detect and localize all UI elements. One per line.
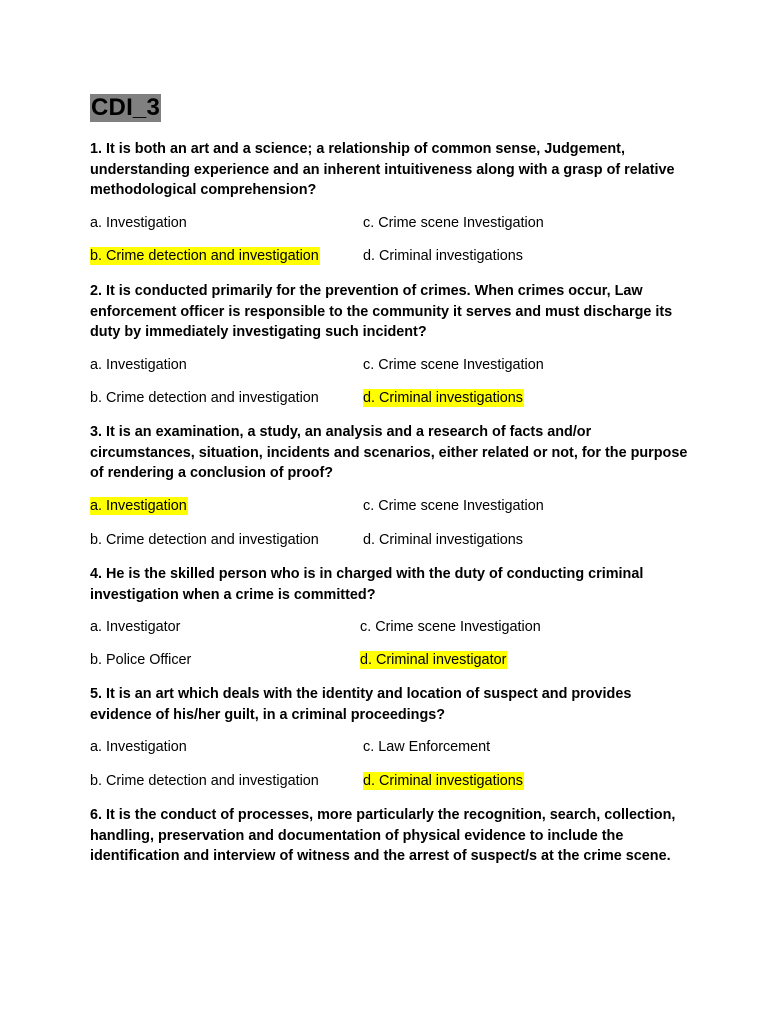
question-5-option-d-answer: d. Criminal investigations	[363, 773, 523, 789]
question-4-option-a: a. Investigator	[90, 619, 181, 635]
question-5-option-c: c. Law Enforcement	[363, 739, 491, 755]
question-1-option-b-answer: b. Crime detection and investigation	[90, 248, 319, 264]
question-3-option-c: c. Crime scene Investigation	[363, 498, 544, 514]
question-2-option-a: a. Investigation	[90, 357, 187, 373]
question-4-text: 4. He is the skilled person who is in charged with the duty of conducting criminal investigation when a crime is committed?	[90, 566, 644, 603]
question-1-option-d: d. Criminal investigations	[363, 248, 523, 264]
question-3-option-d: d. Criminal investigations	[363, 532, 523, 548]
question-6-text: 6. It is the conduct of processes, more particularly the recognition, search, collection, handling, preservation and documentation of physical evidence to include the identification and interview of witness and the arrest of suspect/s at the crime scene.	[90, 807, 676, 865]
question-4-option-d-answer: d. Criminal investigator	[360, 652, 507, 668]
question-2-option-c: c. Crime scene Investigation	[363, 357, 544, 373]
question-3-option-b: b. Crime detection and investigation	[90, 532, 319, 548]
question-2-option-d-answer: d. Criminal investigations	[363, 390, 523, 406]
question-4-option-c: c. Crime scene Investigation	[360, 619, 541, 635]
question-1-option-a: a. Investigation	[90, 215, 187, 231]
question-3-text: 3. It is an examination, a study, an analysis and a research of facts and/or circumstances, situation, incidents and scenarios, either related or not, for the purpose of rendering a conclusion of proof?	[90, 424, 688, 482]
question-5-option-a: a. Investigation	[90, 739, 187, 755]
question-2-text: 2. It is conducted primarily for the prevention of crimes. When crimes occur, Law enforcement officer is responsible to the community it serves and must discharge its duty by immediately investigating such incident?	[90, 283, 673, 341]
question-1-option-c: c. Crime scene Investigation	[363, 215, 544, 231]
question-5-text: 5. It is an art which deals with the identity and location of suspect and provides evidence of his/her guilt, in a criminal proceedings?	[90, 686, 632, 723]
question-4-option-b: b. Police Officer	[90, 652, 192, 668]
question-1-text: 1. It is both an art and a science; a relationship of common sense, Judgement, understanding experience and an inherent intuitiveness along with a grasp of relative methodological comprehension?	[90, 141, 675, 199]
question-3-option-a-answer: a. Investigation	[90, 498, 187, 514]
question-5-option-b: b. Crime detection and investigation	[90, 773, 319, 789]
document-title: CDI_3	[91, 94, 161, 121]
question-2-option-b: b. Crime detection and investigation	[90, 390, 319, 406]
